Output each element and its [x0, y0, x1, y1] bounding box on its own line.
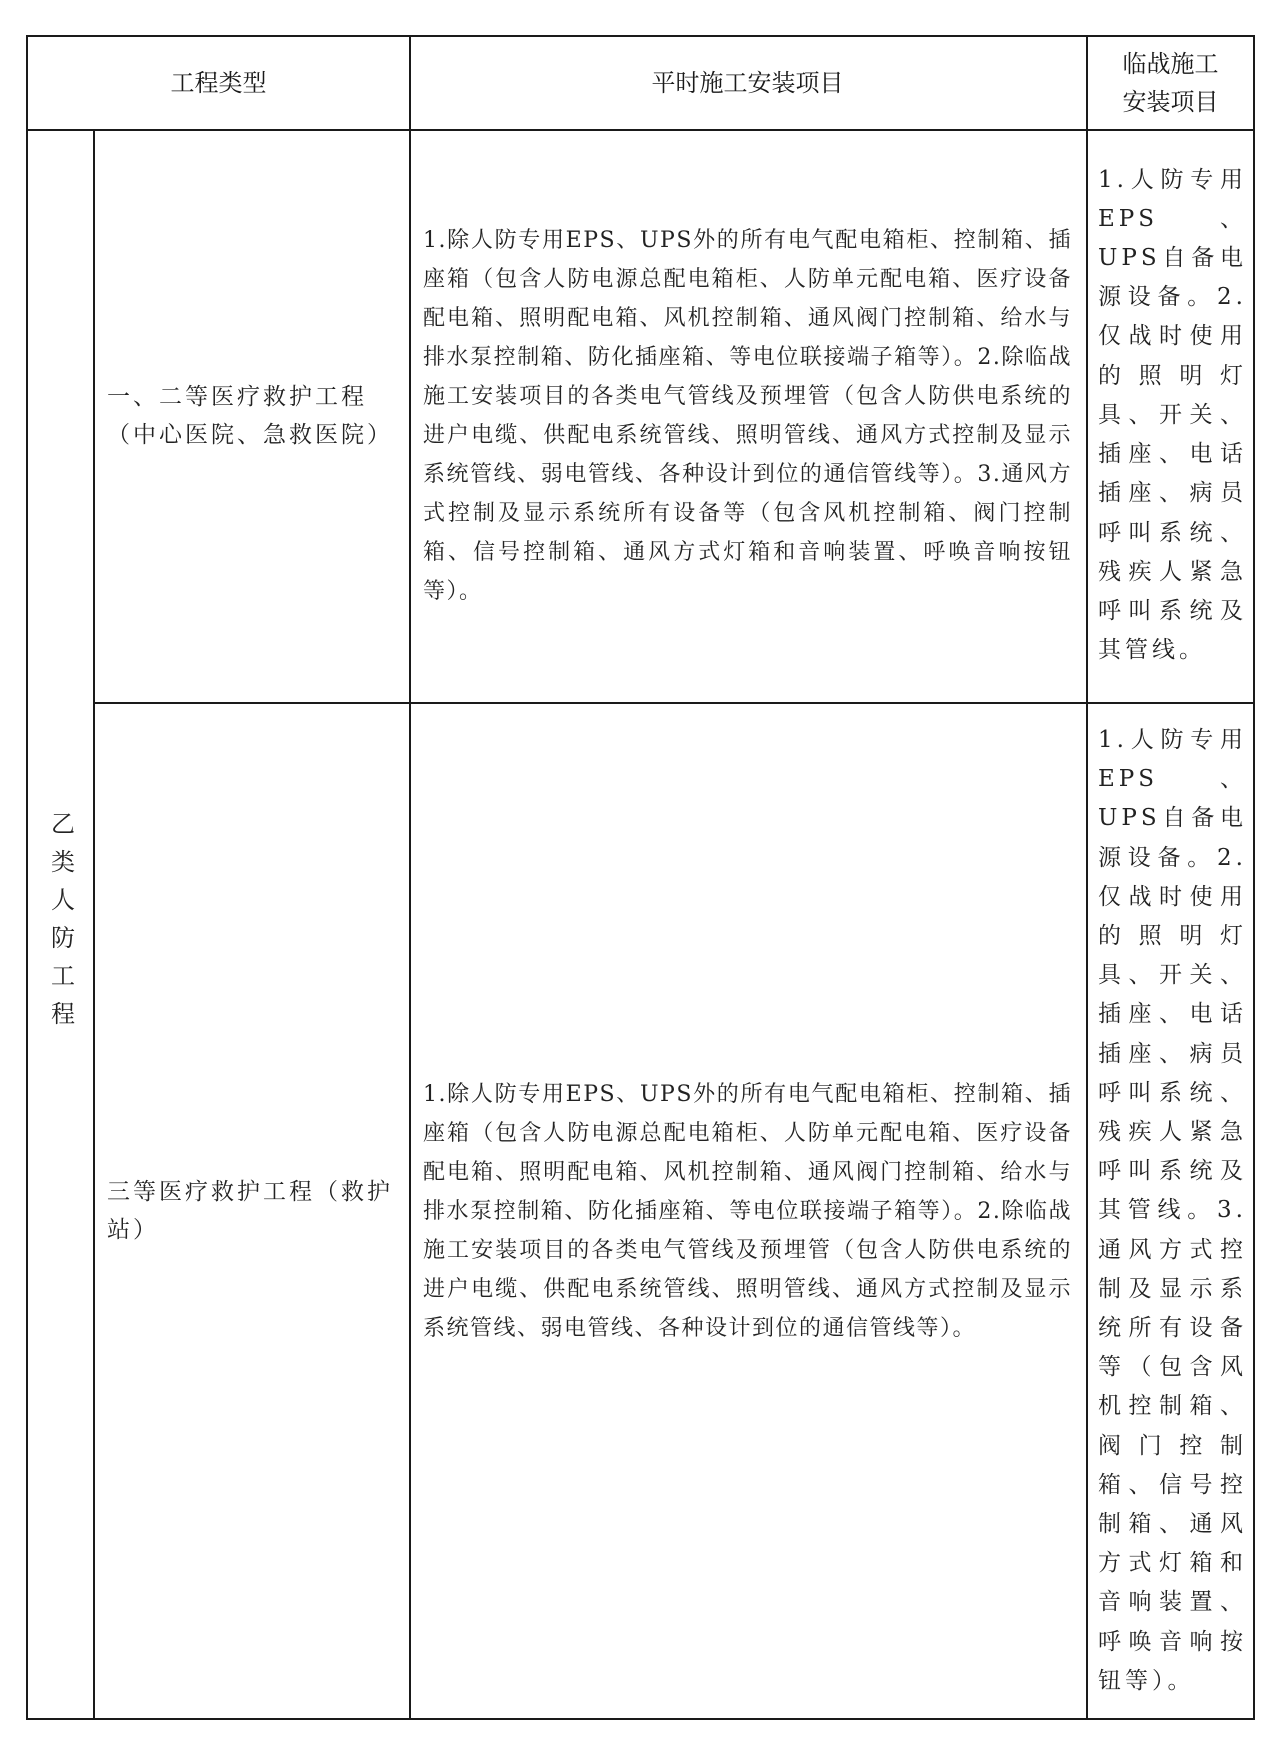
row-1-peacetime-cell: [409, 129, 1086, 702]
row-2-type: 三等医疗救护工程（救护站）: [107, 1179, 393, 1243]
row-2-wartime-text: 1.人防专用EPS、UPS自备电源设备。2.仅战时使用的照明灯具、开关、插座、电话插座、病员呼叫系统、残疾人紧急呼叫系统及其管线。3.通风方式控制及显示系统所有设备等（包含风机控制箱、阀门控制箱、信号控制箱、通风方式灯箱和音响装置、呼唤音响按钮等）。: [1098, 726, 1247, 1694]
row-1-type: 一、二等医疗救护工程（中心医院、急救医院）: [107, 383, 393, 448]
header-wartime-items: 临战施工安装项目: [1122, 50, 1219, 116]
row-2-type-cell: [93, 702, 409, 1720]
row-1-wartime-cell: [1086, 129, 1255, 702]
category-label: 乙类人防工程: [46, 810, 75, 1039]
row-1-type-cell: [93, 129, 409, 702]
category-cell: [28, 129, 93, 1720]
row-2-wartime-cell: [1086, 702, 1255, 1720]
row-2-peacetime-text: 1.除人防专用EPS、UPS外的所有电气配电箱柜、控制箱、插座箱（包含人防电源总配电箱柜、人防单元配电箱、医疗设备配电箱、照明配电箱、风机控制箱、通风阀门控制箱、给水与排水泵控制箱、防化插座箱、等电位联接端子箱等）。2.除临战施工安装项目的各类电气管线及预埋管（包含人防供电系统的进户电缆、供配电系统管线、照明管线、通风方式控制及显示系统管线、弱电管线、各种设计到位的通信管线等）。: [423, 1081, 1072, 1341]
row-2-peacetime-cell: [409, 702, 1086, 1720]
row-1-wartime-text: 1.人防专用EPS、UPS自备电源设备。2.仅战时使用的照明灯具、开关、插座、电话插座、病员呼叫系统、残疾人紧急呼叫系统及其管线。: [1098, 166, 1247, 664]
header-project-type: 工程类型: [170, 69, 267, 97]
row-1-peacetime-text: 1.除人防专用EPS、UPS外的所有电气配电箱柜、控制箱、插座箱（包含人防电源总配电箱柜、人防单元配电箱、医疗设备配电箱、照明配电箱、风机控制箱、通风阀门控制箱、给水与排水泵控制箱、防化插座箱、等电位联接端子箱等）。2.除临战施工安装项目的各类电气管线及预埋管（包含人防供电系统的进户电缆、供配电系统管线、照明管线、通风方式控制及显示系统管线、弱电管线、各种设计到位的通信管线等）。3.通风方式控制及显示系统所有设备等（包含风机控制箱、阀门控制箱、信号控制箱、通风方式灯箱和音响装置、呼唤音响按钮等）。: [423, 227, 1072, 604]
requirements-table: [26, 35, 1255, 1720]
header-peacetime-items: 平时施工安装项目: [651, 69, 844, 97]
